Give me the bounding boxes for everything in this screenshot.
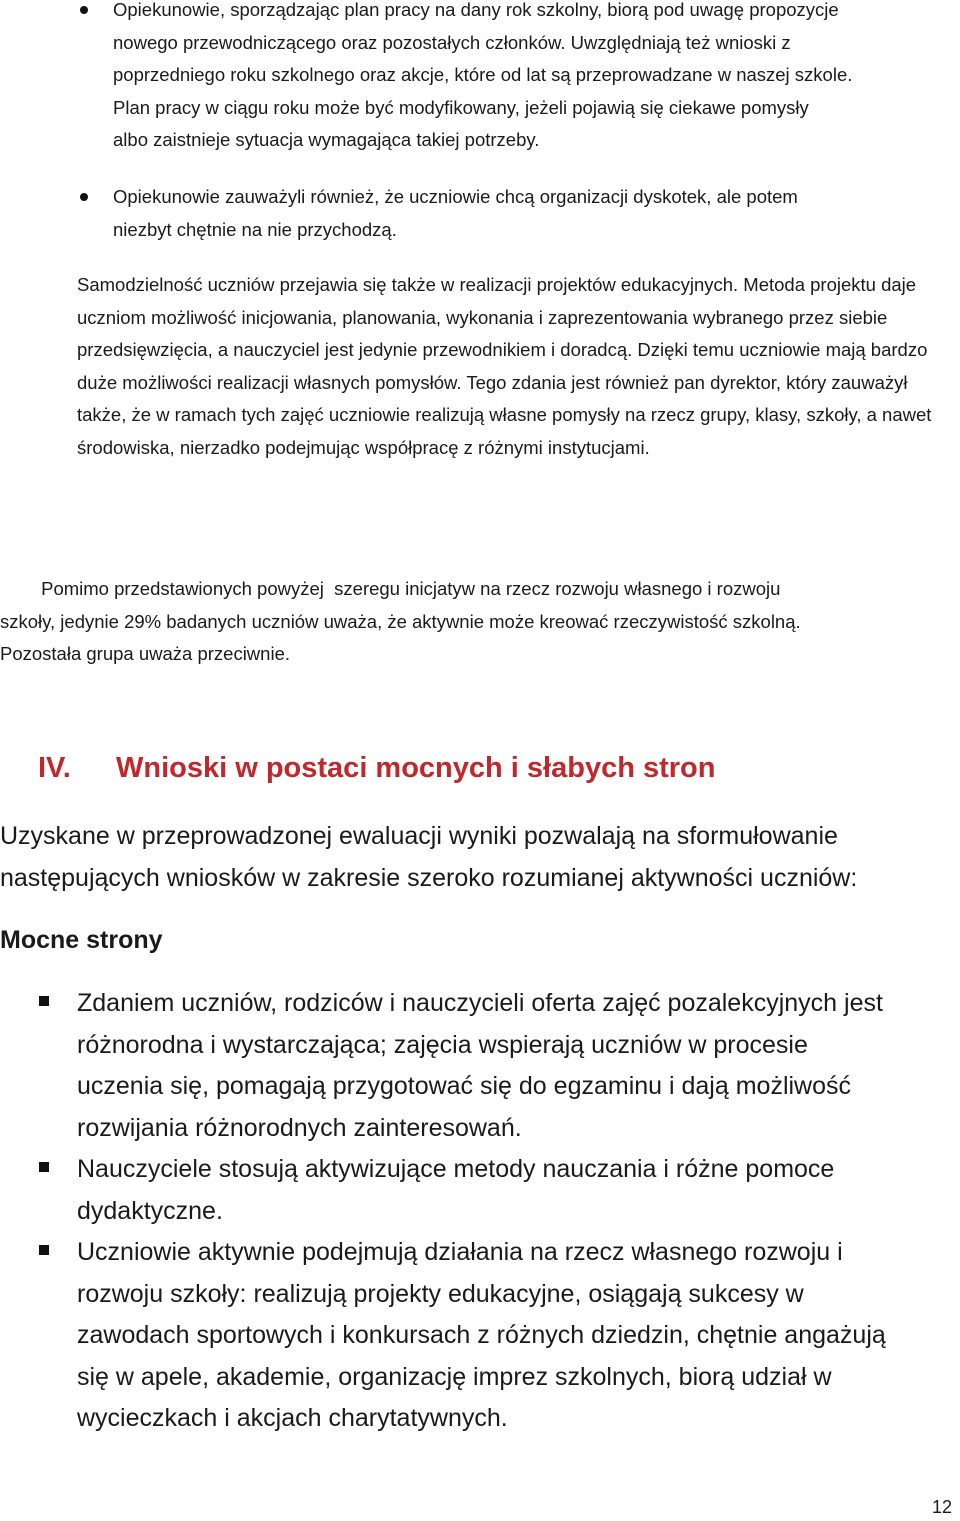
intro-paragraph [0, 815, 958, 899]
text-line: dydaktyczne. [77, 1196, 223, 1225]
text-line: Nauczyciele stosują aktywizujące metody nauczania i różne pomoce [77, 1155, 835, 1183]
text-line: nowego przewodniczącego oraz pozostałych członków. Uwzględniają też wnioski z [113, 31, 791, 53]
square-bullet-icon [39, 1245, 49, 1255]
strengths-heading: Mocne strony [0, 926, 163, 954]
text-line: niezbyt chętnie na nie przychodzą. [113, 218, 397, 240]
text-line: Pomimo przedstawionych powyżej szeregu inicjatyw na rzecz rozwoju własnego i rozwoju [0, 578, 781, 599]
page-number: 12 [931, 1497, 952, 1517]
list-item [0, 0, 960, 157]
list-item [0, 181, 960, 246]
section-number: IV. [38, 752, 71, 784]
section-heading [38, 748, 715, 788]
bullet-dot-icon [80, 193, 88, 201]
paragraph-projekty: Samodzielność uczniów przejawia się także w realizacji projektów edukacyjnych. Metoda projektu daje uczniom możliwość inicjowania, planowania, wykonania i zaprezentowania wybranego przez siebie przedsięwzięcia, a nauczyciel jest jedynie przewodnikiem i doradcą. Dzięki temu uczniowie mają bardzo duże możliwości realizacji własnych pomysłów. Tego zdania jest również pan dyrektor, który zauważył także, że w ramach tych zajęć uczniowie realizują własne pomysły na rzecz grupy, klasy, szkoły, a nawet środowiska, nierzadko podejmując współpracę z różnymi instytucjami. [77, 274, 932, 458]
text-line: poprzedniego roku szkolnego oraz akcje, które od lat są przeprowadzane w naszej szkole. [113, 64, 853, 85]
text-line: Uczniowie aktywnie podejmują działania na rzecz własnego rozwoju i [77, 1238, 843, 1266]
bullet-dot-icon [80, 6, 88, 14]
text-line: rozwoju szkoły: realizują projekty edukacyjne, osiągają sukcesy w [77, 1279, 804, 1308]
text-line: wycieczkach i akcjach charytatywnych. [77, 1404, 508, 1432]
strengths-list [0, 983, 960, 1440]
text-line: różnorodna i wystarczająca; zajęcia wspierają uczniów w procesie [77, 1030, 808, 1059]
paragraph-pomimo [0, 573, 950, 671]
text-line: Opiekunowie, sporządzając plan pracy na dany rok szkolny, biorą pod uwagę propozycje [113, 0, 839, 20]
text-line: Pozostała grupa uważa przeciwnie. [0, 643, 290, 664]
text-line: się w apele, akademie, organizację imprez szkolnych, biorą udział w [77, 1362, 832, 1391]
text-line: następujących wniosków w zakresie szeroko rozumianej aktywności uczniów: [0, 864, 858, 892]
bullet-list-opiekunowie [0, 0, 960, 157]
text-line: Uzyskane w przeprowadzonej ewaluacji wyniki pozwalają na sformułowanie [0, 822, 838, 850]
list-item [0, 1149, 960, 1232]
list-item [0, 983, 960, 1149]
square-bullet-icon [39, 996, 49, 1006]
square-bullet-icon [39, 1162, 49, 1172]
text-line: szkoły, jedynie 29% badanych uczniów uważa, że aktywnie może kreować rzeczywistość szkolną. [0, 610, 801, 632]
text-line: Zdaniem uczniów, rodziców i nauczycieli oferta zajęć pozalekcyjnych jest [77, 989, 883, 1017]
text-line: zawodach sportowych i konkursach z różnych dziedzin, chętnie angażują [77, 1321, 886, 1349]
section-title: Wnioski w postaci mocnych i słabych stron [116, 752, 716, 784]
text-line: Opiekunowie zauważyli również, że uczniowie chcą organizacji dyskotek, ale potem [113, 186, 798, 207]
text-line: rozwijania różnorodnych zainteresowań. [77, 1113, 522, 1142]
list-item [0, 1232, 960, 1440]
text-line: albo zaistnieje sytuacja wymagająca takiej potrzeby. [113, 129, 540, 150]
text-line: uczenia się, pomagają przygotować się do egzaminu i dają możliwość [77, 1072, 852, 1100]
bullet-list-dyskoteki [0, 181, 960, 246]
text-line: Plan pracy w ciągu roku może być modyfikowany, jeżeli pojawią się ciekawe pomysły [113, 96, 809, 118]
